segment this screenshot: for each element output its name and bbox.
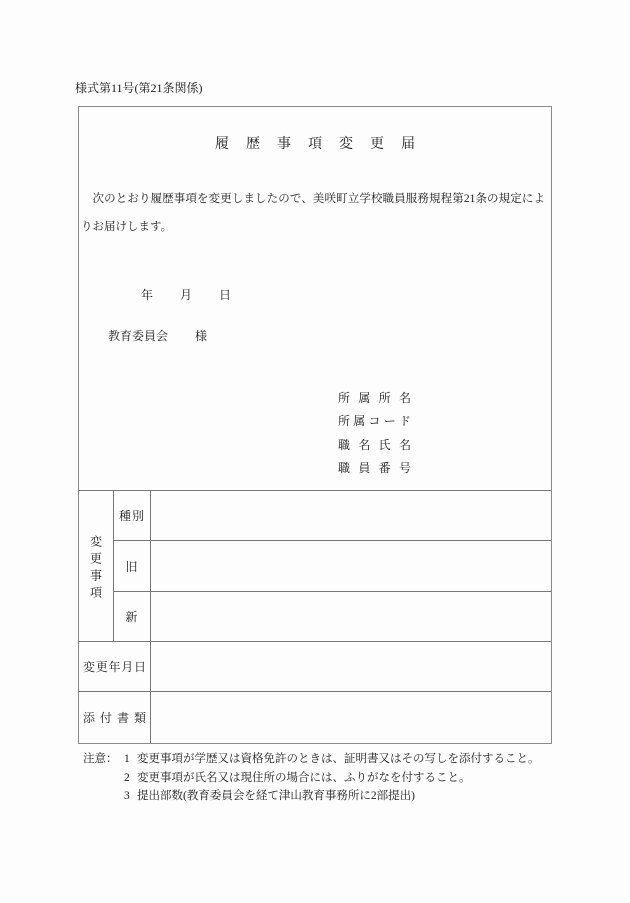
note-item-2 [83, 769, 540, 788]
note-2-number: 2 [124, 771, 130, 784]
note-item-3 [83, 787, 540, 806]
attachments-value-cell [151, 692, 551, 743]
change-details-table [79, 490, 551, 743]
change-items-header-cell [79, 491, 114, 642]
attachments-label: 添付書類 [83, 711, 146, 725]
field-office-code-label: 所属コード [338, 414, 411, 429]
signature-fields [338, 387, 411, 480]
change-date-value-cell [151, 642, 551, 692]
field-office-name-label: 所属所名 [338, 391, 411, 405]
attachments-label-cell [79, 692, 151, 743]
note-1-text: 変更事項が学歴又は資格免許のときは、証明書又はその写しを添付すること。 [137, 753, 540, 765]
field-title-name-label: 職名氏名 [338, 437, 411, 452]
note-item-1 [83, 750, 540, 769]
notes-caption: 注意： [83, 753, 118, 765]
change-date-label: 変更年月日 [83, 660, 146, 674]
change-items-label: 変更事項 [88, 534, 103, 603]
addressee-line [108, 328, 207, 344]
footer-notes [83, 750, 540, 806]
date-line [141, 287, 231, 303]
form-title [79, 137, 551, 153]
note-3-text: 提出部数(教育委員会を経て津山教育事務所に2部提出) [137, 790, 415, 802]
new-label-cell: 新 [114, 592, 151, 642]
old-value-cell [151, 541, 551, 592]
old-label-cell: 旧 [114, 541, 151, 592]
date-day-label: 日 [219, 288, 232, 302]
form-number-label: 様式第11号(第21条関係) [75, 81, 203, 95]
form-body-text: 次のとおり履歴事項を変更しましたので、美咲町立学校職員服務規程第21条の規定によりお届けします。 [81, 193, 545, 233]
form-border-box [78, 106, 552, 744]
date-month-label: 月 [180, 288, 193, 302]
change-date-label-cell [79, 642, 151, 692]
note-1-number: 1 [124, 753, 130, 765]
addressee-honorific: 様 [195, 329, 208, 343]
addressee-name: 教育委員会 [108, 329, 169, 343]
type-label-cell: 種別 [114, 491, 151, 541]
field-staff-number-label: 職員番号 [338, 460, 411, 475]
date-year-label: 年 [141, 288, 154, 302]
type-value-cell [151, 491, 551, 541]
new-value-cell [151, 592, 551, 642]
form-title-text: 履歴事項変更届 [215, 137, 432, 152]
note-2-text: 変更事項が氏名又は現住所の場合には、ふりがなを付すること。 [137, 771, 471, 784]
note-3-number: 3 [124, 790, 130, 802]
